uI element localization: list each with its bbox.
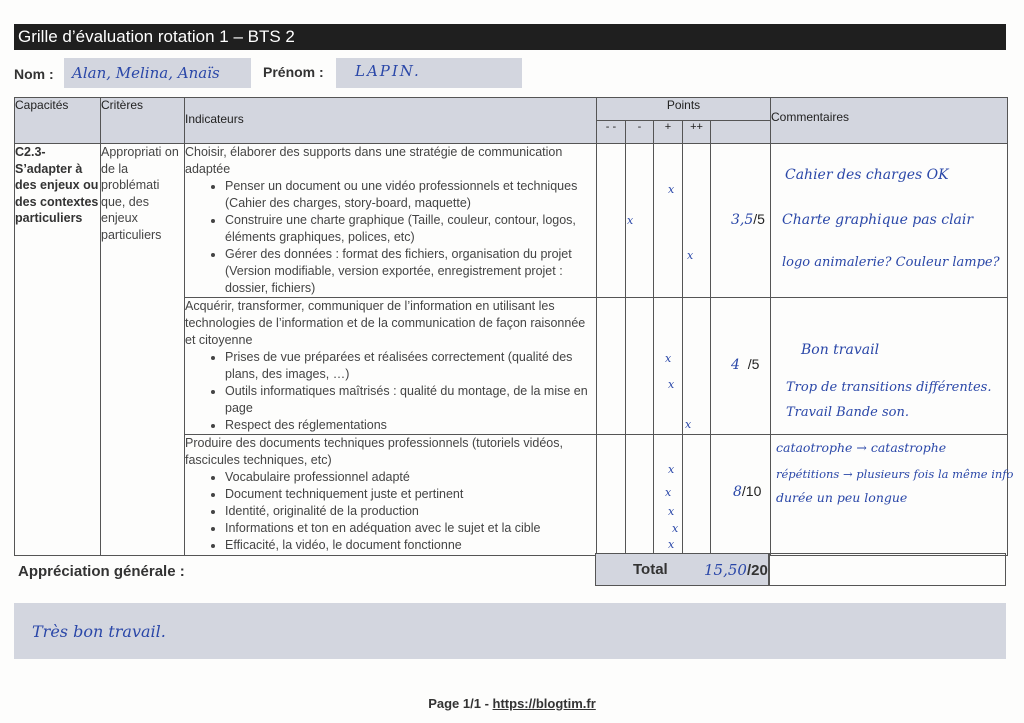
indicator-bullet: • Informations et ton en adéquation avec le sujet et la cible	[225, 520, 596, 537]
score-max: /5	[747, 356, 760, 372]
indicator-bullet: • Gérer des données : format des fichiers, organisation du projet (Version modifiable, version exportée, enregistrement projet : dossier, fichiers)	[225, 246, 596, 297]
evaluation-grid	[14, 97, 1008, 556]
comment-line: Trop de transitions différentes.	[786, 380, 992, 395]
header-commentaires: Commentaires	[771, 98, 1008, 144]
indicator-row-1	[185, 144, 597, 298]
tick-mark: x	[687, 249, 694, 262]
tick-mark: x	[627, 214, 634, 227]
indicator-intro: Choisir, élaborer des supports dans une stratégie de communication adaptée	[185, 145, 563, 176]
indicator-intro: Acquérir, transformer, communiquer de l’information en utilisant les technologies de l’information et de la communication de façon raisonnée et citoyenne	[185, 299, 586, 347]
total-score	[704, 561, 768, 579]
indicator-bullet: • Identité, originalité de la production	[225, 503, 596, 520]
total-value: 15,50	[704, 561, 747, 579]
footer-link[interactable]: https://blogtim.fr	[492, 696, 596, 711]
comment-line: Cahier des charges OK	[785, 167, 949, 183]
score-value: 4	[731, 357, 740, 373]
indicator-row-2	[185, 298, 597, 435]
level-score-header	[711, 121, 771, 144]
level-low: -	[626, 121, 654, 144]
indicator-bullet: • Vocabulaire professionnel adapté	[225, 469, 596, 486]
indicator-bullet: • Efficacité, la vidéo, le document fonctionne	[225, 537, 596, 554]
indicator-bullet: • Document techniquement juste et pertinent	[225, 486, 596, 503]
indicator-bullet: • Prises de vue préparées et réalisées correctement (qualité des plans, des images, …)	[225, 349, 596, 383]
tick-mark: x	[672, 522, 679, 535]
page-number: Page 1/1 -	[428, 696, 489, 711]
comment-line: durée un peu longue	[776, 490, 908, 505]
indicator-bullet: • Construire une charte graphique (Taille, couleur, contour, logos, éléments graphiques, polices, etc)	[225, 212, 596, 246]
tick-mark: x	[668, 505, 675, 518]
score-max: /10	[741, 483, 762, 499]
total-max: /20	[746, 562, 768, 579]
score-max: /5	[753, 211, 765, 227]
nom-label: Nom :	[14, 66, 54, 82]
level-high: +	[654, 121, 683, 144]
comment-line: répétitions → plusieurs fois la même info	[776, 467, 1014, 481]
score-value: 3,5	[731, 212, 754, 228]
score-row-3	[733, 483, 761, 500]
overall-comment: Très bon travail.	[32, 622, 166, 641]
tick-mark: x	[668, 538, 675, 551]
indicator-row-3	[185, 435, 597, 556]
indicator-bullet: • Outils informatiques maîtrisés : qualité du montage, de la mise en page	[225, 383, 596, 417]
page-title: Grille d’évaluation rotation 1 – BTS 2	[14, 24, 1006, 50]
general-appreciation-label: Appréciation générale :	[18, 563, 185, 580]
score-row-1	[731, 211, 765, 228]
total-box	[595, 553, 769, 586]
tick-mark: x	[685, 418, 692, 431]
comment-line: Bon travail	[801, 342, 880, 358]
tick-mark: x	[665, 352, 672, 365]
header-points: Points	[597, 98, 771, 121]
tick-mark: x	[668, 463, 675, 476]
header-indicateurs: Indicateurs	[185, 98, 597, 144]
tick-mark: x	[668, 378, 675, 391]
page-footer	[0, 696, 1024, 711]
capacity-cell: C2.3- S’adapter à des enjeux ou des contextes particuliers	[15, 144, 101, 556]
comment-line: cataotrophe → catastrophe	[776, 440, 947, 455]
score-row-2	[731, 356, 759, 373]
comment-line: Travail Bande son.	[786, 405, 910, 420]
prenom-label: Prénom :	[263, 64, 324, 80]
header-criteres: Critères	[101, 98, 185, 144]
level-very-low: - -	[597, 121, 626, 144]
level-very-high: ++	[683, 121, 711, 144]
criterion-cell: Appropriati on de la problémati que, des enjeux particuliers	[101, 144, 185, 556]
total-label: Total	[633, 561, 668, 578]
indicator-bullet: • Penser un document ou une vidéo professionnels et techniques (Cahier des charges, story-board, maquette)	[225, 178, 596, 212]
tick-mark: x	[665, 486, 672, 499]
nom-value: Alan, Melina, Anaïs	[72, 64, 220, 82]
total-comment-cell	[769, 553, 1006, 586]
header-capacites: Capacités	[15, 98, 101, 144]
indicator-bullet: • Respect des réglementations	[225, 417, 596, 434]
comment-line: Charte graphique pas clair	[782, 212, 974, 228]
indicator-intro: Produire des documents techniques professionnels (tutoriels vidéos, fascicules techniques, etc)	[185, 436, 563, 467]
prenom-value: LAPIN.	[355, 62, 421, 80]
tick-mark: x	[668, 183, 675, 196]
score-value: 8	[733, 484, 742, 500]
comment-line: logo animalerie? Couleur lampe?	[782, 255, 1000, 270]
